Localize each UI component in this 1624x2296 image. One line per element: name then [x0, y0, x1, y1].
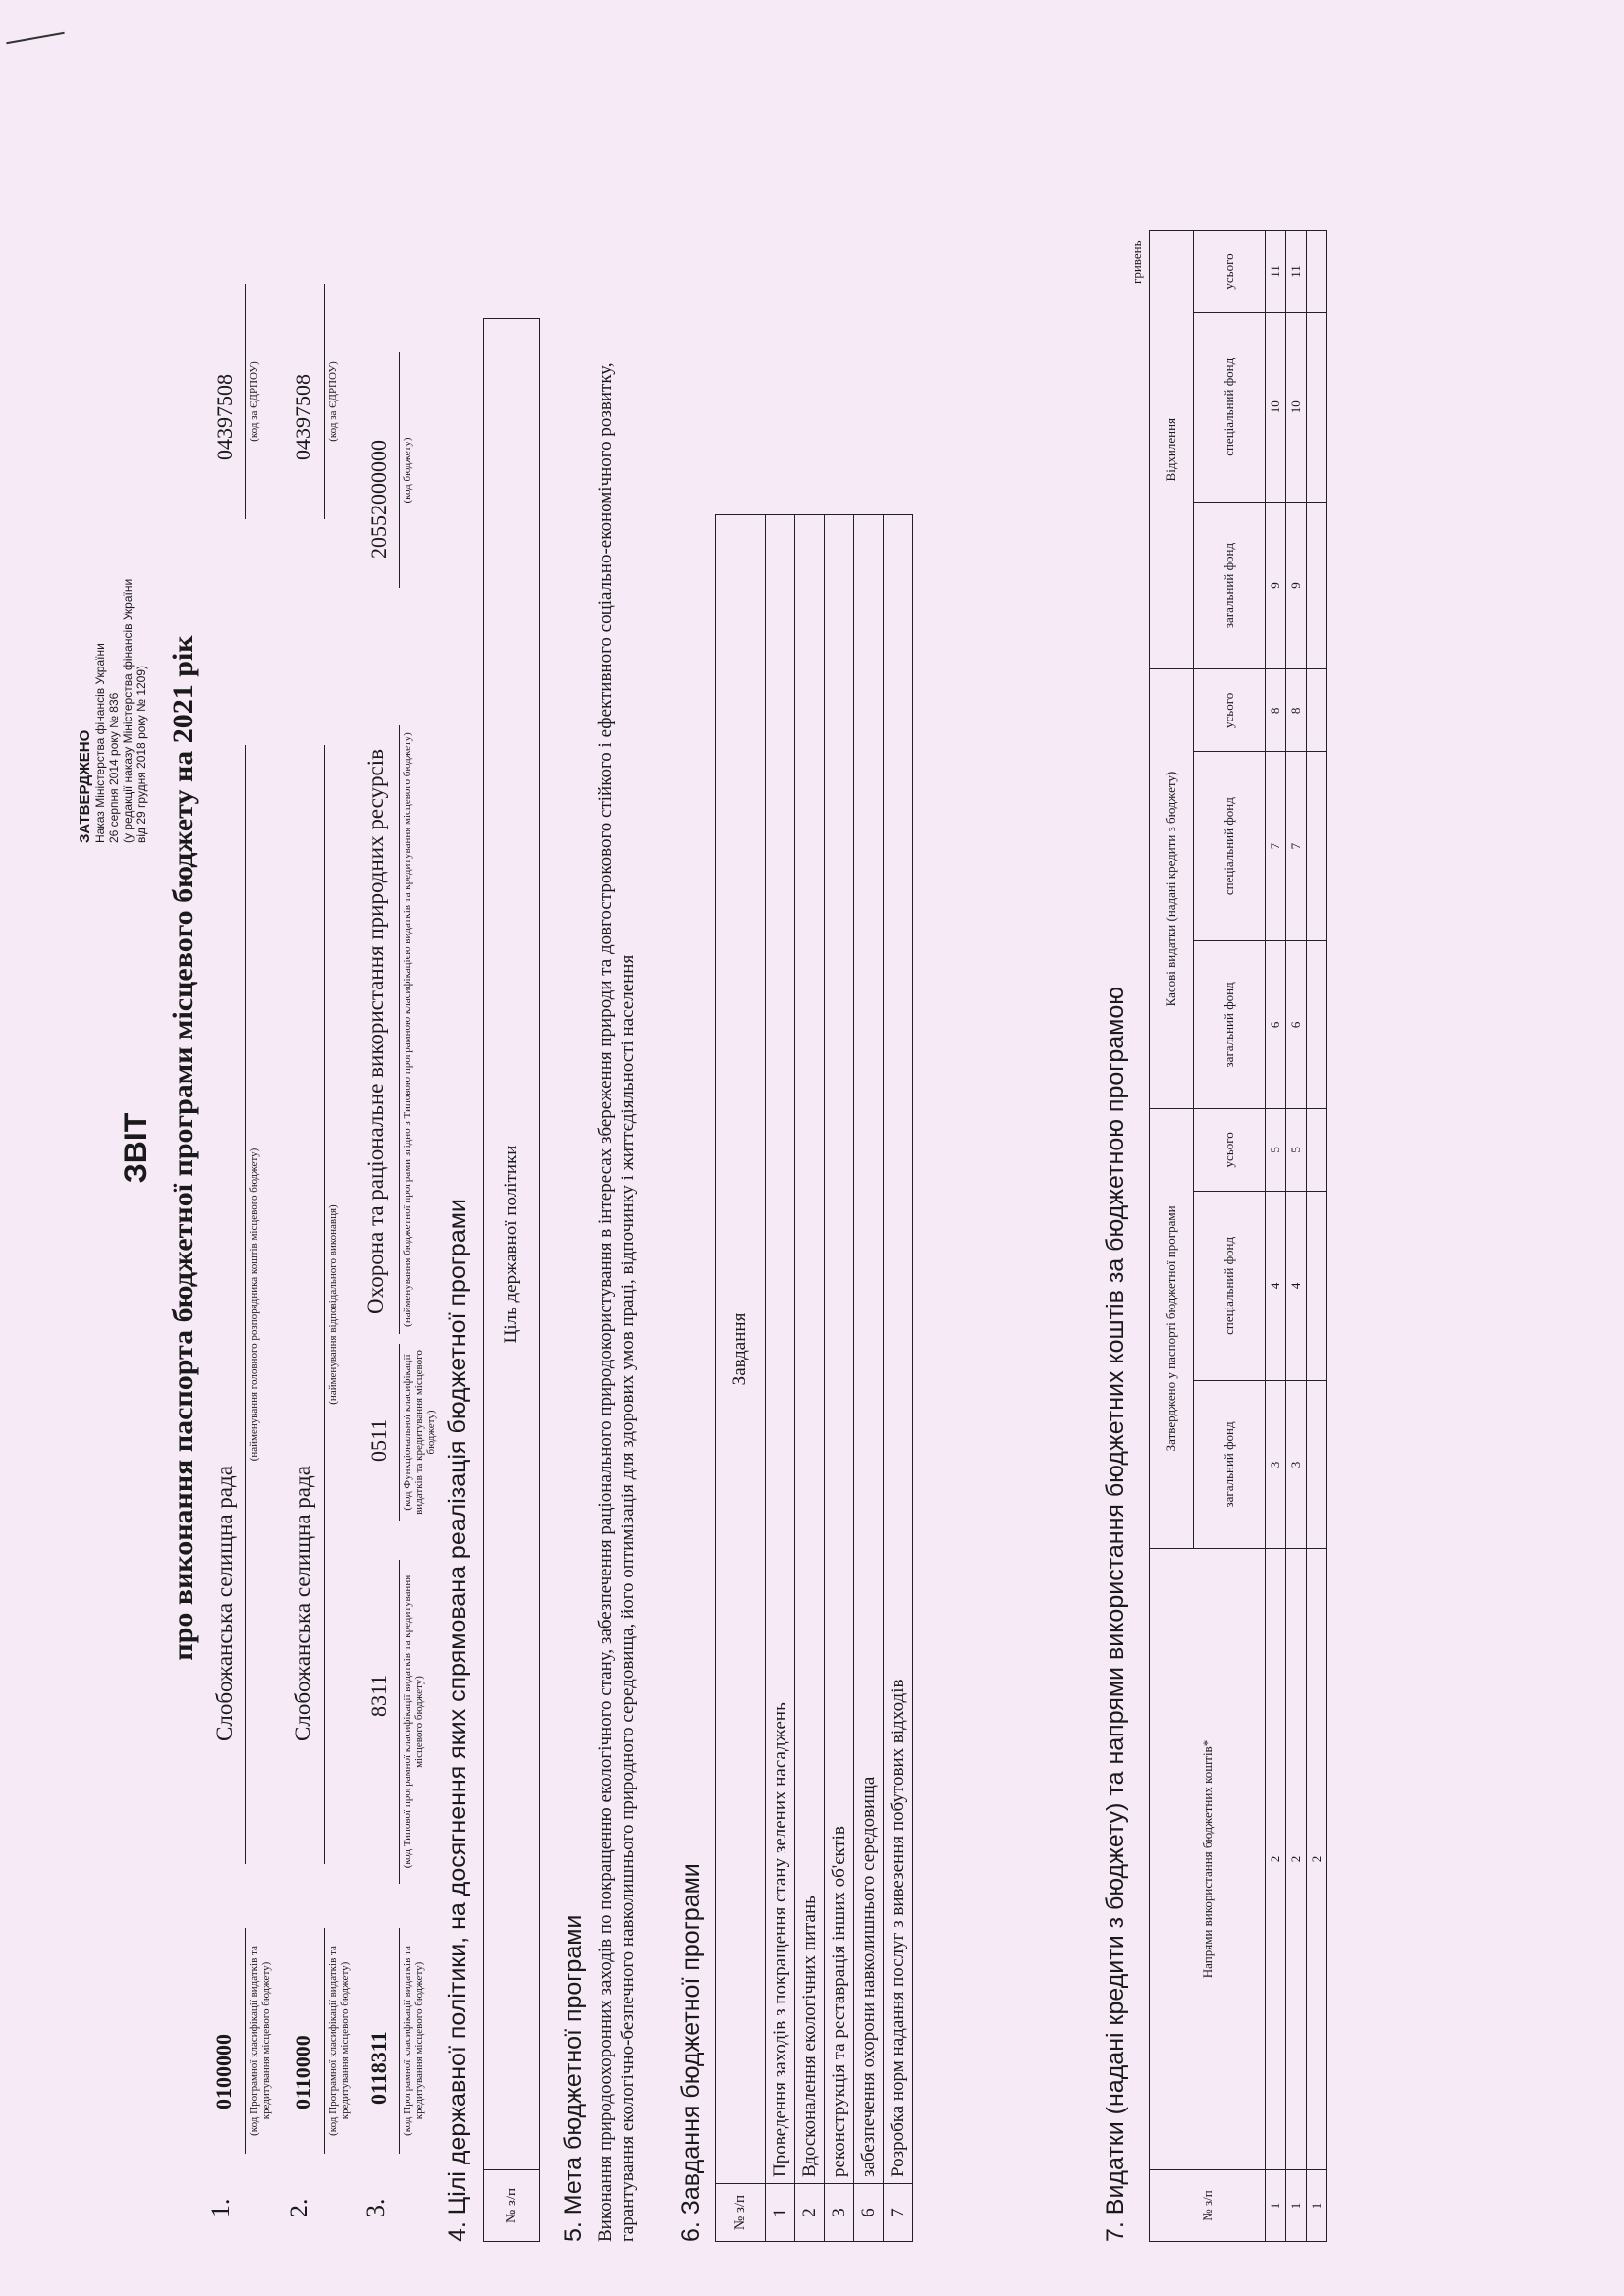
row3-number: 3.: [361, 2198, 390, 2217]
row2-edrpou: 04397508: [291, 374, 315, 460]
col-number: 10: [1266, 312, 1286, 502]
row-cell: [1307, 752, 1327, 941]
row3-code-caption: (код Програмної класифікації видатків та кредитування місцевого бюджету): [402, 1946, 425, 2136]
row1-code-line: [245, 1928, 246, 2154]
exp-header-special: спеціальний фонд: [1194, 312, 1266, 502]
col-number: 9: [1266, 502, 1286, 669]
table-row: [795, 515, 825, 2242]
task-num: 2: [795, 2184, 825, 2242]
row-cell: 2: [1307, 1549, 1327, 2170]
exp-header-direction: Напрями використання бюджетних коштів*: [1150, 1549, 1266, 2170]
report-title: ЗВІТ: [118, 1112, 153, 1184]
exp-header-total: усього: [1194, 1108, 1266, 1191]
row-cell: 9: [1286, 502, 1307, 669]
task-text: Вдосконалення екологічних питань: [795, 515, 825, 2184]
task-num: 6: [854, 2184, 884, 2242]
exp-header-num: № з/п: [1150, 2170, 1266, 2242]
table-row: [1266, 231, 1286, 2242]
row-cell: 3: [1286, 1380, 1307, 1548]
row3-name-line: [399, 725, 400, 1334]
col-number: 2: [1266, 1549, 1286, 2170]
row-cell: 4: [1286, 1191, 1307, 1380]
row3-func-line: [399, 1344, 400, 1521]
row3-budget-line: [399, 352, 400, 588]
row3-code: 0118311: [366, 2031, 391, 2105]
col-number: 7: [1266, 752, 1286, 941]
row1-code-caption: (код Програмної класифікації видатків та кредитування місцевого бюджету): [248, 1946, 272, 2136]
row2-edrpou-caption: (код за ЄДРПОУ): [327, 361, 339, 442]
exp-header-special: спеціальний фонд: [1194, 1191, 1266, 1380]
section6-title: 6. Завдання бюджетної програми: [677, 1863, 705, 2242]
task-text: реконструкція та реставрація інших об'єктів: [825, 515, 854, 2184]
row2-code-caption: (код Програмної класифікації видатків та кредитування місцевого бюджету): [327, 1946, 351, 2136]
col-number: 3: [1266, 1380, 1286, 1548]
task-text: Розробка норм надання послуг з вивезення побутових відходів: [884, 515, 913, 2184]
tasks-table: [715, 514, 913, 2242]
row3-typical-caption: (код Типової програмної класифікації видатків та кредитування місцевого бюджету): [402, 1575, 425, 1869]
table-row: [884, 515, 913, 2242]
exp-header-general: загальний фонд: [1194, 502, 1266, 669]
exp-header-deviation: Відхилення: [1150, 231, 1194, 669]
goals-header-goal: Ціль державної політики: [484, 319, 540, 2170]
row-cell: [1307, 940, 1327, 1108]
goals-header-num: № з/п: [484, 2170, 540, 2242]
row-cell: 10: [1286, 312, 1307, 502]
row-cell: [1307, 231, 1327, 313]
col-number: 6: [1266, 940, 1286, 1108]
row3-budget-code: 20552000000: [366, 440, 391, 559]
exp-header-general: загальний фонд: [1194, 940, 1266, 1108]
approval-line: від 29 грудня 2018 року № 1209): [135, 665, 148, 843]
row3-typical-code: 8311: [366, 1674, 391, 1717]
row-cell: [1307, 1191, 1327, 1380]
approval-line: Наказ Міністерства фінансів України: [93, 643, 107, 843]
approval-heading: ЗАТВЕРДЖЕНО: [77, 729, 93, 843]
row2-number: 2.: [285, 2198, 313, 2217]
report-subtitle: про виконання паспорта бюджетної програми місцевого бюджету на 2021 рік: [167, 635, 199, 1661]
row-cell: [1307, 502, 1327, 669]
row1-name: Слобожанська селищна рада: [212, 1466, 237, 1741]
task-text: забезпечення охорони навколишнього середовища: [854, 515, 884, 2184]
table-row: [766, 515, 795, 2242]
col-number: 4: [1266, 1191, 1286, 1380]
col-number: 5: [1266, 1108, 1286, 1191]
row3-program-name: Охорона та раціональне використання природних ресурсів: [363, 749, 388, 1314]
row-cell: 2: [1286, 1549, 1307, 2170]
section5-title: 5. Мета бюджетної програми: [560, 1914, 587, 2242]
row2-code-line: [324, 1928, 325, 2154]
approval-line: (у редакції наказу Міністерства фінансів України: [121, 578, 135, 843]
exp-header-approved: Затверджено у паспорті бюджетної програми: [1150, 1108, 1194, 1548]
unit-label: гривень: [1129, 240, 1144, 284]
task-num: 3: [825, 2184, 854, 2242]
task-num: 7: [884, 2184, 913, 2242]
expenditure-table: [1149, 230, 1327, 2242]
row1-edrpou: 04397508: [212, 374, 237, 460]
col-number: 1: [1266, 2170, 1286, 2242]
row-cell: 6: [1286, 940, 1307, 1108]
row-cell: [1307, 669, 1327, 752]
row-cell: 5: [1286, 1108, 1307, 1191]
row1-name-line: [245, 745, 246, 1864]
row3-code-line: [399, 1928, 400, 2154]
row3-budget-caption: (код бюджету): [402, 437, 413, 504]
col-number: 8: [1266, 669, 1286, 752]
row-cell: 1: [1286, 2170, 1307, 2242]
section4-title: 4. Цілі державної політики, на досягнення яких спрямована реалізація бюджетної програми: [444, 1199, 471, 2242]
row1-code: 0100000: [211, 2034, 236, 2109]
task-text: Проведення заходів з покращення стану зелених насаджень: [766, 515, 795, 2184]
table-row: [1286, 231, 1307, 2242]
row2-name: Слобожанська селищна рада: [291, 1466, 315, 1741]
corner-mark: [6, 32, 64, 44]
row-cell: [1307, 1108, 1327, 1191]
program-goal-text: Виконання природоохоронних заходів по покращенню екологічного стану, забезпечення раціонального природокористування в інтересах збереження природи та довгострокового стійкого і ефективного соціально-економічного розвитку, гарантування екологічно-безпечного навколишнього природного середовища, його оптимізація для здорових умов праці, відпочинку і життєдіяльності населення: [595, 362, 638, 2242]
exp-header-total: усього: [1194, 231, 1266, 313]
section7-title: 7. Видатки (надані кредити з бюджету) та напрями використання бюджетних коштів за бюджетною програмою: [1102, 986, 1129, 2242]
row-cell: 8: [1286, 669, 1307, 752]
row2-name-line: [324, 745, 325, 1864]
row-cell: [1307, 1380, 1327, 1548]
row2-edrpou-line: [324, 284, 325, 519]
exp-header-cash: Касові видатки (надані кредити з бюджету): [1150, 669, 1194, 1108]
row2-code: 0110000: [291, 2035, 315, 2109]
row3-func-code: 0511: [366, 1418, 391, 1462]
goals-table: [483, 318, 540, 2242]
exp-header-total: усього: [1194, 669, 1266, 752]
col-number: 11: [1266, 231, 1286, 313]
exp-header-general: загальний фонд: [1194, 1380, 1266, 1548]
row1-edrpou-caption: (код за ЄДРПОУ): [248, 361, 260, 442]
row1-name-caption: (найменування головного розпорядника коштів місцевого бюджету): [248, 1148, 260, 1462]
row1-number: 1.: [206, 2198, 235, 2217]
row-cell: 1: [1307, 2170, 1327, 2242]
approval-line: 26 серпня 2014 року № 836: [107, 692, 121, 843]
row3-typical-line: [399, 1560, 400, 1884]
table-row: [854, 515, 884, 2242]
row-cell: 11: [1286, 231, 1307, 313]
table-row: [1307, 231, 1327, 2242]
table-row: [825, 515, 854, 2242]
row2-name-caption: (найменування відповідального виконавця): [327, 1204, 339, 1405]
row3-name-caption: (найменування бюджетної програми згідно з Типовою програмною класифікацією видатків та кредитування місцевого бюджету): [402, 732, 413, 1327]
row-cell: 7: [1286, 752, 1307, 941]
row1-edrpou-line: [245, 284, 246, 519]
tasks-header-num: № з/п: [716, 2184, 766, 2242]
tasks-header-task: Завдання: [716, 515, 766, 2184]
row3-func-caption: (код Функціональної класифікації видатків та кредитування місцевого бюджету): [402, 1350, 437, 1515]
exp-header-special: спеціальний фонд: [1194, 752, 1266, 941]
task-num: 1: [766, 2184, 795, 2242]
row-cell: [1307, 312, 1327, 502]
